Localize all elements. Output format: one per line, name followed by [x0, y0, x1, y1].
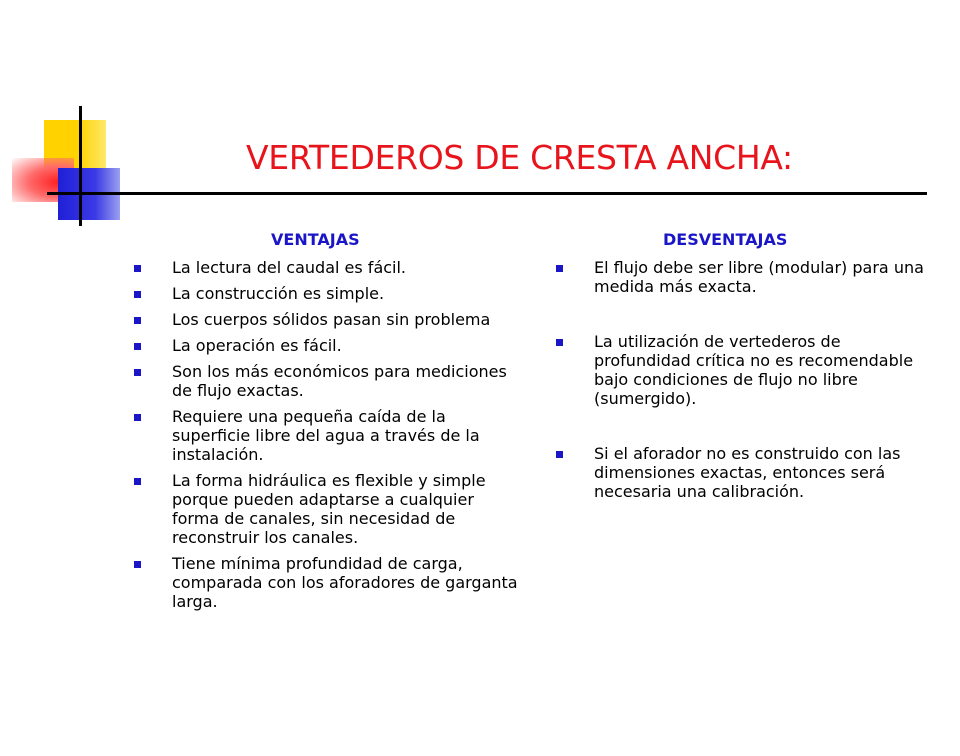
list-item: [134, 336, 524, 355]
list-item-text: Son los más económicos para mediciones de flujo exactas.: [172, 362, 507, 400]
list-item: [134, 310, 524, 329]
list-item-text: La operación es fácil.: [172, 336, 342, 355]
list-item: [556, 332, 926, 408]
square-bullet-icon: [134, 561, 141, 568]
square-bullet-icon: [134, 414, 141, 421]
title-underline-rule: [47, 192, 927, 195]
list-item: [556, 444, 926, 501]
list-item: [134, 554, 524, 611]
list-item-text: La utilización de vertederos de profundidad crítica no es recomendable bajo condiciones de flujo no libre (sumergido).: [594, 332, 914, 408]
square-bullet-icon: [134, 317, 141, 324]
list-item-text: Requiere una pequeña caída de la superficie libre del agua a través de la instalación.: [172, 407, 480, 464]
ventajas-list: [134, 258, 524, 618]
list-item-text: La lectura del caudal es fácil.: [172, 258, 407, 277]
list-item-text: Los cuerpos sólidos pasan sin problema: [172, 310, 491, 329]
list-item: [134, 362, 524, 400]
square-bullet-icon: [134, 291, 141, 298]
ventajas-heading: VENTAJAS: [271, 230, 360, 249]
list-item-text: La forma hidráulica es flexible y simple porque pueden adaptarse a cualquier forma de canales, sin necesidad de reconstruir los canales.: [172, 471, 486, 547]
desventajas-list: [556, 258, 926, 537]
square-bullet-icon: [134, 369, 141, 376]
list-item: [134, 471, 524, 547]
square-bullet-icon: [556, 339, 563, 346]
square-bullet-icon: [134, 478, 141, 485]
square-bullet-icon: [134, 343, 141, 350]
slide-title: VERTEDEROS DE CRESTA ANCHA:: [246, 138, 793, 177]
corner-decoration: [0, 0, 200, 240]
desventajas-heading: DESVENTAJAS: [663, 230, 788, 249]
square-bullet-icon: [134, 265, 141, 272]
list-item: [134, 407, 524, 464]
list-item-text: El flujo debe ser libre (modular) para una medida más exacta.: [594, 258, 924, 296]
vertical-rule: [79, 106, 82, 226]
list-item-text: Tiene mínima profundidad de carga, comparada con los aforadores de garganta larga.: [172, 554, 518, 611]
list-item: [134, 284, 524, 303]
square-bullet-icon: [556, 451, 563, 458]
square-bullet-icon: [556, 265, 563, 272]
list-item-text: Si el aforador no es construido con las dimensiones exactas, entonces será necesaria una calibración.: [594, 444, 901, 501]
list-item: [556, 258, 926, 296]
list-item-text: La construcción es simple.: [172, 284, 385, 303]
list-item: [134, 258, 524, 277]
